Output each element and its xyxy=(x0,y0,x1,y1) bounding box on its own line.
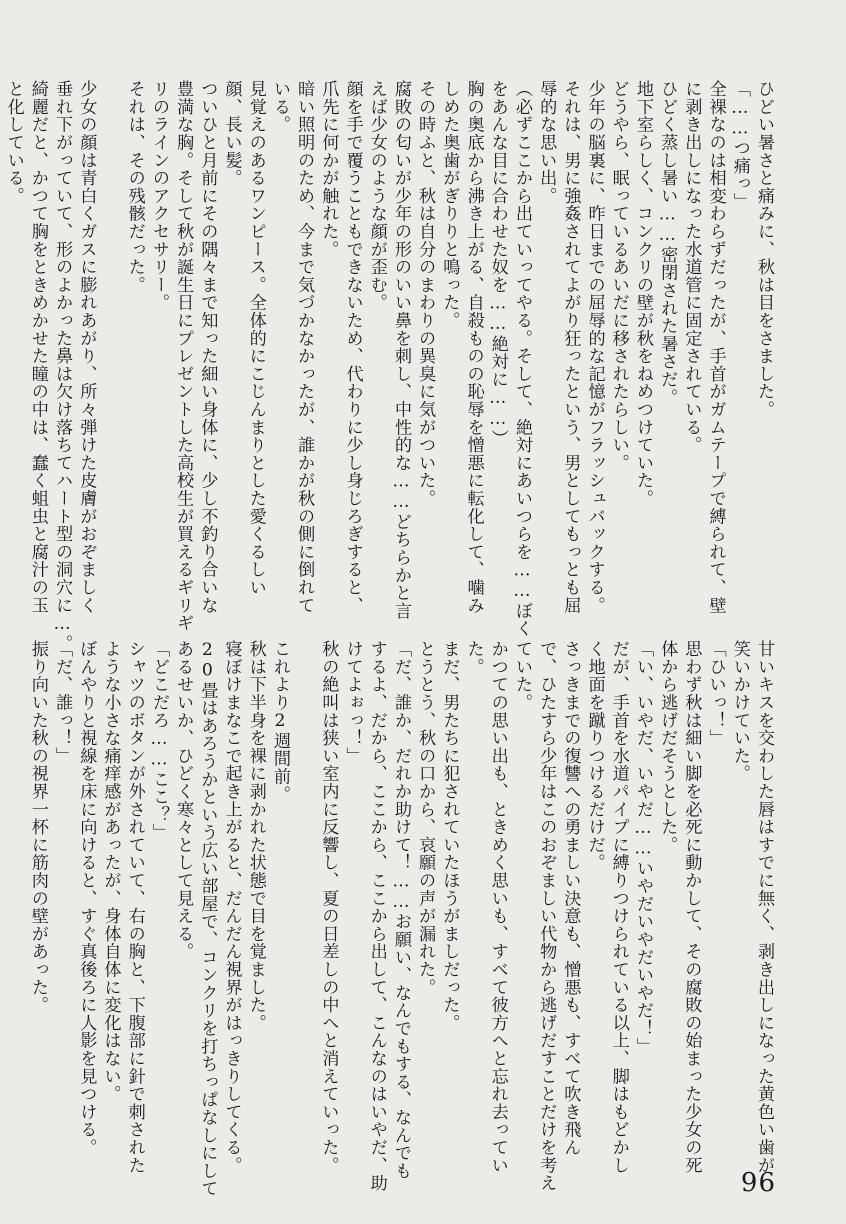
text-line: く地面を蹴りつけるだけだ。 xyxy=(584,640,605,872)
text-line: リのラインのアクセサリー。 xyxy=(148,80,169,312)
page-number: 96 xyxy=(740,1168,776,1198)
text-line: 秋は下半身を裸に剥かれた状態で目を覚ました。 xyxy=(245,640,266,1032)
text-line: 「だ、誰か、だれか助けて！……お願い、なんでもする、なんでも xyxy=(390,640,411,1180)
text-line: それは、その残骸だった。 xyxy=(124,80,145,294)
text-line: ていた。 xyxy=(511,640,532,712)
text-line: 爪先に何かが触れた。 xyxy=(318,80,339,258)
text-line xyxy=(292,640,316,1110)
text-line: ついひと月前にその隅々まで知った細い身体に、少し不釣り合いな xyxy=(197,80,218,614)
text-line: 「い、いやだ、いやだ……いやだいやだいやだ！」 xyxy=(632,640,653,1055)
text-line: その時ふと、秋は自分のまわりの異臭に気がついた。 xyxy=(415,80,436,508)
text-line: 胸の奥底から沸き上がる、自殺ものの恥辱を憎悪に転化して、噛み xyxy=(463,80,484,614)
text-line: ぼんやりと視線を床に向けると、すぐ真後ろに人影を見つける。 xyxy=(76,640,97,1157)
text-line: 20畳はあろうかという広い部屋で、コンクリを打ちっぱなしにして xyxy=(197,640,218,1198)
text-line: をあんな目に合わせた奴を……絶対に……） xyxy=(487,80,508,448)
text-line: これより2週間前。 xyxy=(269,640,290,803)
text-line: で、ひたすら少年はこのおぞましい代物から逃げだすことだけを考え xyxy=(536,640,557,1192)
text-line: いる。 xyxy=(269,80,290,134)
text-line: ような小さな痛痒感があったが、身体自体に変化はない。 xyxy=(100,640,121,1103)
text-line: 「ひいっ！」 xyxy=(705,640,726,747)
text-line: ひどい暑さと痛みに、秋は目をさました。 xyxy=(754,80,774,419)
text-line: 豊満な胸。そして秋が誕生日にプレゼントした高校生が買えるギリギ xyxy=(173,80,194,632)
text-line: 顔、長い髪。 xyxy=(221,80,242,187)
text-line: 腐敗の匂いが少年の形のいい鼻を刺し、中性的な……どちらかと言 xyxy=(390,80,411,620)
text-line: 甘いキスを交わした唇はすでに無く、剥き出しになった黄色い歯が xyxy=(754,640,774,1174)
text-line: 見覚えのあるワンピース。全体的にこじんまりとした愛くるしい xyxy=(245,80,266,597)
text-line: あるせいか、ひどく寒々として見える。 xyxy=(173,640,194,961)
text-line: まだ、男たちに犯されていたほうがましだった。 xyxy=(439,640,460,1032)
text-line: 「だ、誰っ！」 xyxy=(52,640,73,765)
text-line: さっきまでの復讐への勇ましい決意も、憎悪も、すべて吹き飛ん xyxy=(560,640,581,1157)
text-line: けてよぉっ！」 xyxy=(342,640,363,765)
text-line: 顔を手で覆うこともできないため、代わりに少し身じろぎすると、 xyxy=(342,80,363,614)
text-line: に剥き出しになった水道管に固定されている。 xyxy=(681,80,702,454)
text-line: それは、男に強姦されてよがり狂ったという、男としてもっとも屈 xyxy=(560,80,581,614)
text-line: 体から逃げだそうとした。 xyxy=(657,640,678,854)
text-line: と化している。 xyxy=(3,80,24,205)
top-text-block xyxy=(3,80,776,653)
text-line: 垂れ下がっていて、形のよかった鼻は欠け落ちてハート型の洞穴に…。 xyxy=(52,80,73,653)
text-line: シャツのボタンが外されていて、右の胸と、下腹部に針で刺された xyxy=(124,640,145,1174)
text-line: どうやら、眠っているあいだに移されたらしい。 xyxy=(608,80,629,472)
text-line: 辱的な思い出。 xyxy=(536,80,557,205)
text-line: （必ずここから出ていってやる。そして、絶対にあいつらを……ぼく xyxy=(511,80,532,638)
text-line: た。 xyxy=(463,640,484,676)
text-line xyxy=(98,80,122,600)
text-line: 振り向いた秋の視界一杯に筋肉の壁があった。 xyxy=(27,640,48,1014)
text-line: とうとう、秋の口から、哀願の声が漏れた。 xyxy=(415,640,436,996)
text-line: 「どこだろ……ここ？」 xyxy=(148,640,169,842)
text-line: だが、手首を水道パイプに縛りつけられている以上、脚はもどかし xyxy=(608,640,629,1174)
text-line: 少年の脳裏に、昨日までの屈辱的な記憶がフラッシュバックする。 xyxy=(584,80,605,614)
text-line: 地下室らしく、コンクリの壁が秋をねめつけていた。 xyxy=(632,80,653,508)
text-line: 綺麗だと、かつて胸をときめかせた瞳の中は、蠢く蛆虫と腐汁の玉 xyxy=(27,80,48,614)
text-line: 秋の絶叫は狭い室内に反響し、夏の日差しの中へと消えていった。 xyxy=(318,640,339,1174)
text-line: 思わず秋は細い脚を必死に動かして、その腐敗の始まった少女の死 xyxy=(681,640,702,1174)
text-line: 笑いかけていた。 xyxy=(729,640,750,783)
text-line: するよ、だから、ここから、ここから出して、こんなのはいやだ、助 xyxy=(366,640,387,1192)
text-line: 少女の顔は青白くガスに膨れあがり、所々弾けた皮膚がおぞましく xyxy=(76,80,97,614)
text-line: 全裸なのは相変わらずだったが、手首がガムテープで縛られて、壁 xyxy=(705,80,726,614)
text-line: しめた奥歯がぎりりと鳴った。 xyxy=(439,80,460,330)
text-line: 暗い照明のため、今まで気づかなかったが、誰かが秋の側に倒れて xyxy=(294,80,315,614)
text-line: 寝ぼけまなこで起き上がると、だんだん視界がはっきりしてくる。 xyxy=(221,640,242,1174)
text-line: えば少女のような顔が歪む。 xyxy=(366,80,387,312)
text-line: ひどく蒸し暑い……密閉された暑さだ。 xyxy=(657,80,678,406)
text-line: 「……つ痛っ」 xyxy=(729,80,750,211)
text-line: かつての思い出も、ときめく思いも、すべて彼方へと忘れ去ってい xyxy=(487,640,508,1174)
